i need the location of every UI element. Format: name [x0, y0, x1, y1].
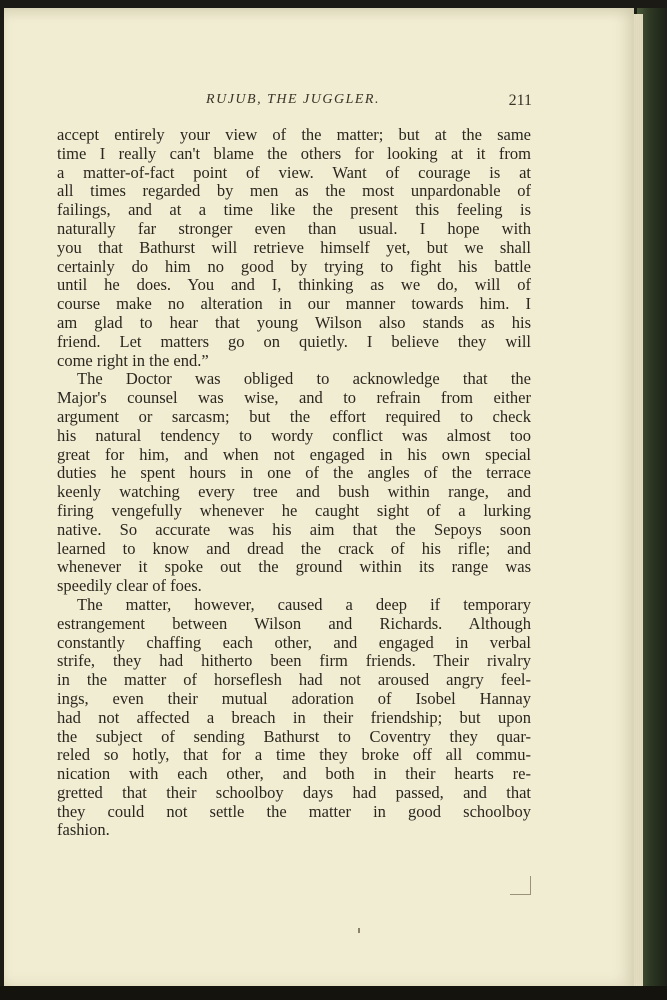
text-line: his natural tendency to wordy conflict was almost too	[57, 425, 531, 445]
text-line: strife, they had hitherto been firm friends. Their rivalry	[57, 651, 531, 671]
scan-bottom-edge	[0, 986, 667, 1000]
page-stack-edge	[633, 14, 643, 986]
text-line: the subject of sending Bathurst to Coventry they quar-	[57, 726, 531, 746]
text-line: they could not settle the matter in good schoolboy	[57, 801, 531, 821]
text-line: whenever it spoke out the ground within its range was	[57, 557, 531, 577]
text-line: firing vengefully whenever he caught sight of a lurking	[57, 500, 531, 520]
ink-speck	[358, 928, 360, 933]
text-line: you that Bathurst will retrieve himself yet, but we shall	[57, 237, 531, 257]
text-line: great for him, and when not engaged in his own special	[57, 444, 531, 464]
text-line: friend. Let matters go on quietly. I believe they will	[57, 331, 531, 351]
running-title: RUJUB, THE JUGGLER.	[206, 92, 380, 107]
page-number: 211	[508, 92, 532, 109]
text-line: had not affected a breach in their friendship; but upon	[57, 707, 531, 727]
text-line: failings, and at a time like the present this feeling is	[57, 200, 531, 220]
text-line: keenly watching every tree and bush within range, and	[57, 482, 531, 502]
text-line: accept entirely your view of the matter; but at the same	[57, 125, 531, 144]
text-line: fashion.	[57, 820, 110, 840]
text-line: time I really can't blame the others for looking at it from	[57, 143, 531, 163]
text-line: gretted that their schoolboy days had passed, and that	[57, 782, 531, 802]
text-line: am glad to hear that young Wilson also stands as his	[57, 312, 531, 332]
body-text	[57, 126, 531, 840]
text-line: all times regarded by men as the most unpardonable of	[57, 181, 531, 201]
text-line: ings, even their mutual adoration of Isobel Hannay	[57, 688, 531, 708]
text-line: argument or sarcasm; but the effort required to check	[57, 406, 531, 426]
paragraph-first-line: The Doctor was obliged to acknowledge that the	[77, 369, 531, 389]
text-line: Major's counsel was wise, and to refrain from either	[57, 388, 531, 408]
text-line: course make no alteration in our manner towards him. I	[57, 294, 531, 314]
text-line: native. So accurate was his aim that the Sepoys soon	[57, 519, 531, 539]
text-line: reled so hotly, that for a time they broke off all commu-	[57, 745, 531, 765]
text-line: constantly chaffing each other, and engaged in verbal	[57, 632, 531, 652]
book-page	[4, 8, 634, 986]
text-line: come right in the end.”	[57, 350, 209, 370]
paragraph-first-line: The matter, however, caused a deep if temporary	[77, 594, 531, 614]
text-line: certainly do him no good by trying to fight his battle	[57, 256, 531, 276]
corner-mark	[510, 876, 531, 895]
text-line: a matter-of-fact point of view. Want of courage is at	[57, 162, 531, 182]
text-line: learned to know and dread the crack of his rifle; and	[57, 538, 531, 558]
text-line: estrangement between Wilson and Richards. Although	[57, 613, 531, 633]
text-line: duties he spent hours in one of the angles of the terrace	[57, 463, 531, 483]
text-line: naturally far stronger even than usual. I hope with	[57, 218, 531, 238]
text-line: until he does. You and I, thinking as we do, will of	[57, 275, 531, 295]
running-head	[54, 92, 532, 112]
text-line: nication with each other, and both in their hearts re-	[57, 764, 531, 784]
text-line: speedily clear of foes.	[57, 576, 202, 596]
text-line: in the matter of horseflesh had not aroused angry feel-	[57, 670, 531, 690]
